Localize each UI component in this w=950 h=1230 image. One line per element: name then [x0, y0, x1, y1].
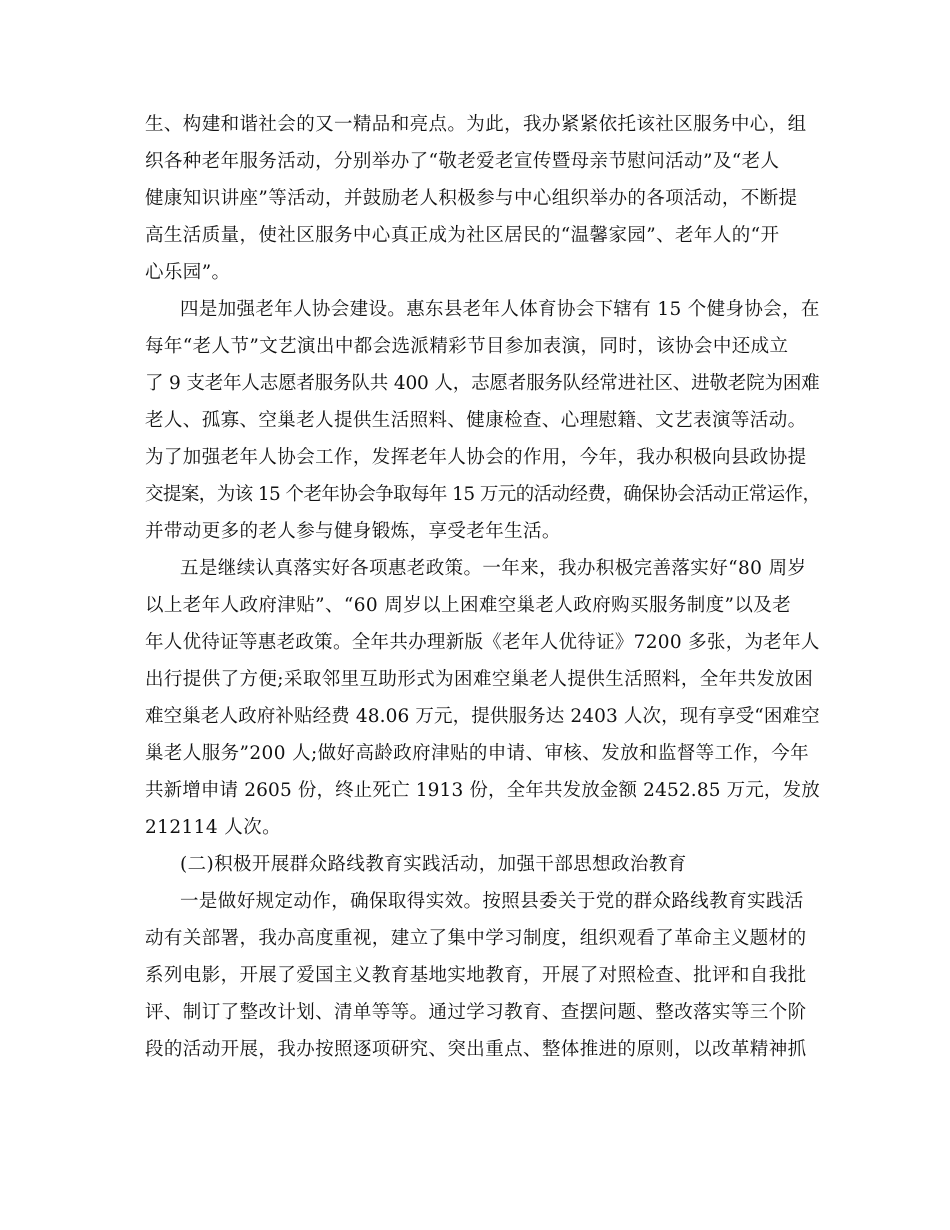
paragraph-start-line: 四是加强老年人协会建设。惠东县老年人体育协会下辖有 15 个健身协会，在	[180, 299, 820, 320]
text-line: 评、制订了整改计划、清单等等。通过学习教育、查摆问题、整改落实等三个阶	[145, 1002, 807, 1023]
text-line: 每年“老人节”文艺演出中都会选派精彩节目参加表演，同时，该协会中还成立	[145, 336, 789, 357]
text-line: 老人、孤寡、空巢老人提供生活照料、健康检查、心理慰籍、文艺表演等活动。	[145, 410, 807, 431]
text-line: 高生活质量，使社区服务中心真正成为社区居民的“温馨家园”、老年人的“开	[145, 225, 780, 246]
text-line: 年人优待证等惠老政策。全年共办理新版《老年人优待证》7200 多张，为老年人	[145, 632, 820, 653]
text-line: 以上老年人政府津贴”、“60 周岁以上困难空巢老人政府购买服务制度”以及老	[145, 595, 792, 616]
text-line: 生、构建和谐社会的又一精品和亮点。为此，我办紧紧依托该社区服务中心，组	[145, 114, 807, 135]
section-heading: (二)积极开展群众路线教育实践活动，加强干部思想政治教育	[180, 854, 687, 875]
text-line: 健康知识讲座”等活动，并鼓励老人积极参与中心组织举办的各项活动，不断提	[145, 188, 798, 209]
text-line: 212114 人次。	[145, 817, 282, 838]
text-line: 共新增申请 2605 份，终止死亡 1913 份，全年共发放金额 2452.85 万元，发放	[145, 780, 820, 801]
text-line: 为了加强老年人协会工作，发挥老年人协会的作用，今年，我办积极向县政协提	[145, 447, 807, 468]
text-line: 段的活动开展，我办按照逐项研究、突出重点、整体推进的原则，以改革精神抓	[145, 1039, 807, 1060]
text-line: 巢老人服务”200 人;做好高龄政府津贴的申请、审核、发放和监督等工作，今年	[145, 743, 810, 764]
text-line: 了 9 支老年人志愿者服务队共 400 人，志愿者服务队经常进社区、进敬老院为困难	[145, 373, 820, 394]
paragraph-start-line: 五是继续认真落实好各项惠老政策。一年来，我办积极完善落实好“80 周岁	[180, 558, 807, 579]
text-line: 难空巢老人政府补贴经费 48.06 万元，提供服务达 2403 人次，现有享受“困难空	[145, 706, 820, 727]
text-line: 动有关部署，我办高度重视，建立了集中学习制度，组织观看了革命主义题材的	[145, 928, 807, 949]
text-line: 并带动更多的老人参与健身锻炼，享受老年生活。	[145, 521, 561, 542]
text-line: 心乐园”。	[145, 262, 231, 283]
paragraph-start-line: 一是做好规定动作，确保取得实效。按照县委关于党的群众路线教育实践活	[180, 891, 804, 912]
text-line: 交提案，为该 15 个老年协会争取每年 15 万元的活动经费，确保协会活动正常运作，	[145, 484, 821, 505]
text-line: 系列电影，开展了爱国主义教育基地实地教育，开展了对照检查、批评和自我批	[145, 965, 807, 986]
text-line: 出行提供了方便;采取邻里互助形式为困难空巢老人提供生活照料，全年共发放困	[145, 669, 814, 690]
text-line: 织各种老年服务活动，分别举办了“敬老爱老宣传暨母亲节慰问活动”及“老人	[145, 151, 780, 172]
